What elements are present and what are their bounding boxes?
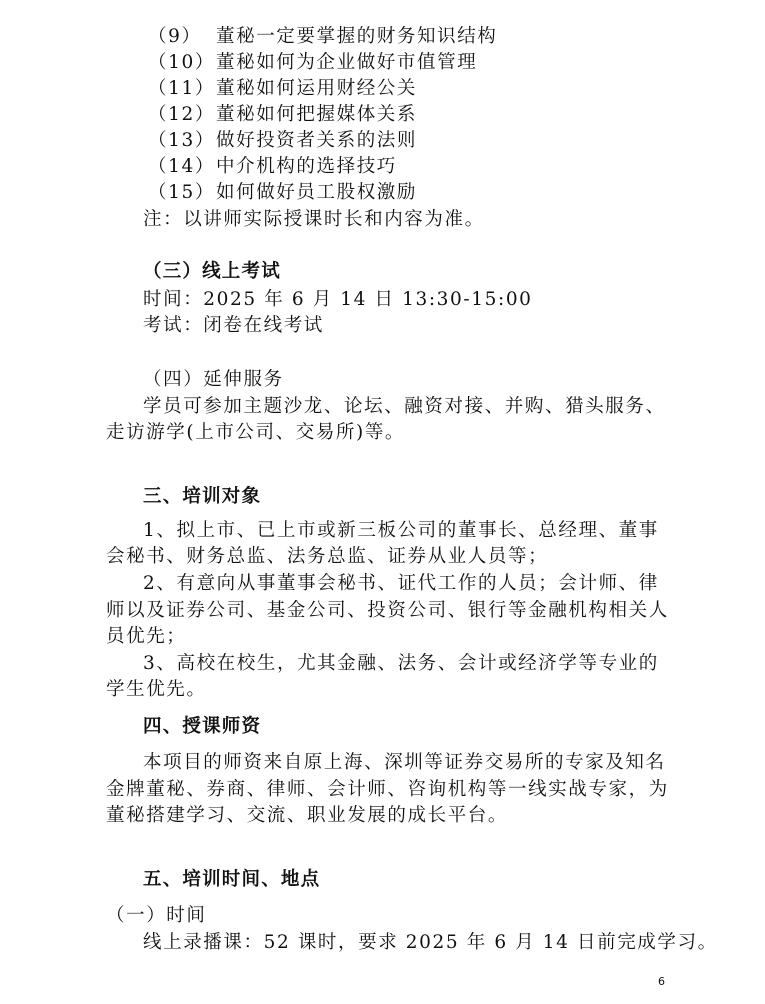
course-item <box>148 24 497 50</box>
paragraph-line: 会秘书、财务总监、法务总监、证券从业人员等； <box>106 546 549 567</box>
section-heading-instructors: 四、授课师资 <box>143 716 262 737</box>
paragraph-line: 学生优先。 <box>106 679 207 700</box>
item-text: 董秘如何为企业做好市值管理 <box>216 52 478 73</box>
item-number: （9） <box>148 26 202 47</box>
course-item <box>148 76 417 102</box>
item-text: 做好投资者关系的法则 <box>216 130 418 151</box>
paragraph-line: 员优先； <box>106 626 187 647</box>
section-heading-trainees: 三、培训对象 <box>143 486 262 507</box>
paragraph-line: 师以及证券公司、基金公司、投资公司、银行等金融机构相关人 <box>106 600 669 621</box>
note-text: 注：以讲师实际授课时长和内容为准。 <box>143 209 485 230</box>
course-item <box>148 180 417 206</box>
paragraph-line: 3、高校在校生，尤其金融、法务、会计或经济学等专业的 <box>143 653 659 674</box>
item-number: （14） <box>148 156 215 177</box>
paragraph-line: 董秘搭建学习、交流、职业发展的成长平台。 <box>106 805 509 826</box>
course-item <box>148 128 417 154</box>
paragraph-line: 2、有意向从事董事会秘书、证代工作的人员；会计师、律 <box>143 573 659 594</box>
item-text: 董秘如何运用财经公关 <box>216 78 418 99</box>
item-number: （13） <box>148 130 215 151</box>
course-item <box>148 50 477 76</box>
paragraph-line: 1、拟上市、已上市或新三板公司的董事长、总经理、董事 <box>143 520 659 541</box>
page-number: 6 <box>658 975 665 988</box>
paragraph-line: 金牌董秘、券商、律师、会计师、咨询机构等一线实战专家，为 <box>106 779 669 800</box>
item-text: 中介机构的选择技巧 <box>216 156 397 177</box>
item-text: 如何做好员工股权激励 <box>216 182 418 203</box>
item-number: （12） <box>148 104 215 125</box>
extended-service-heading: （四）延伸服务 <box>143 369 284 390</box>
extended-service-line: 走访游学(上市公司、交易所)等。 <box>106 422 406 443</box>
item-number: （15） <box>148 182 215 203</box>
exam-type: 考试：闭卷在线考试 <box>143 315 324 336</box>
item-number: （11） <box>148 78 215 99</box>
section-heading-time-location: 五、培训时间、地点 <box>143 869 321 890</box>
extended-service-line: 学员可参加主题沙龙、论坛、融资对接、并购、猎头服务、 <box>143 396 666 417</box>
online-exam-heading: （三）线上考试 <box>143 261 281 282</box>
item-text: 董秘一定要掌握的财务知识结构 <box>216 26 498 47</box>
item-number: （10） <box>148 52 215 73</box>
exam-time: 时间：2025 年 6 月 14 日 13:30-15:00 <box>143 289 533 310</box>
sub-heading-time: （一）时间 <box>106 905 207 926</box>
course-item <box>148 154 397 180</box>
paragraph-line: 线上录播课：52 课时，要求 2025 年 6 月 14 日前完成学习。 <box>143 932 718 953</box>
item-text: 董秘如何把握媒体关系 <box>216 104 418 125</box>
paragraph-line: 本项目的师资来自原上海、深圳等证券交易所的专家及知名 <box>143 752 666 773</box>
course-item <box>148 102 417 128</box>
